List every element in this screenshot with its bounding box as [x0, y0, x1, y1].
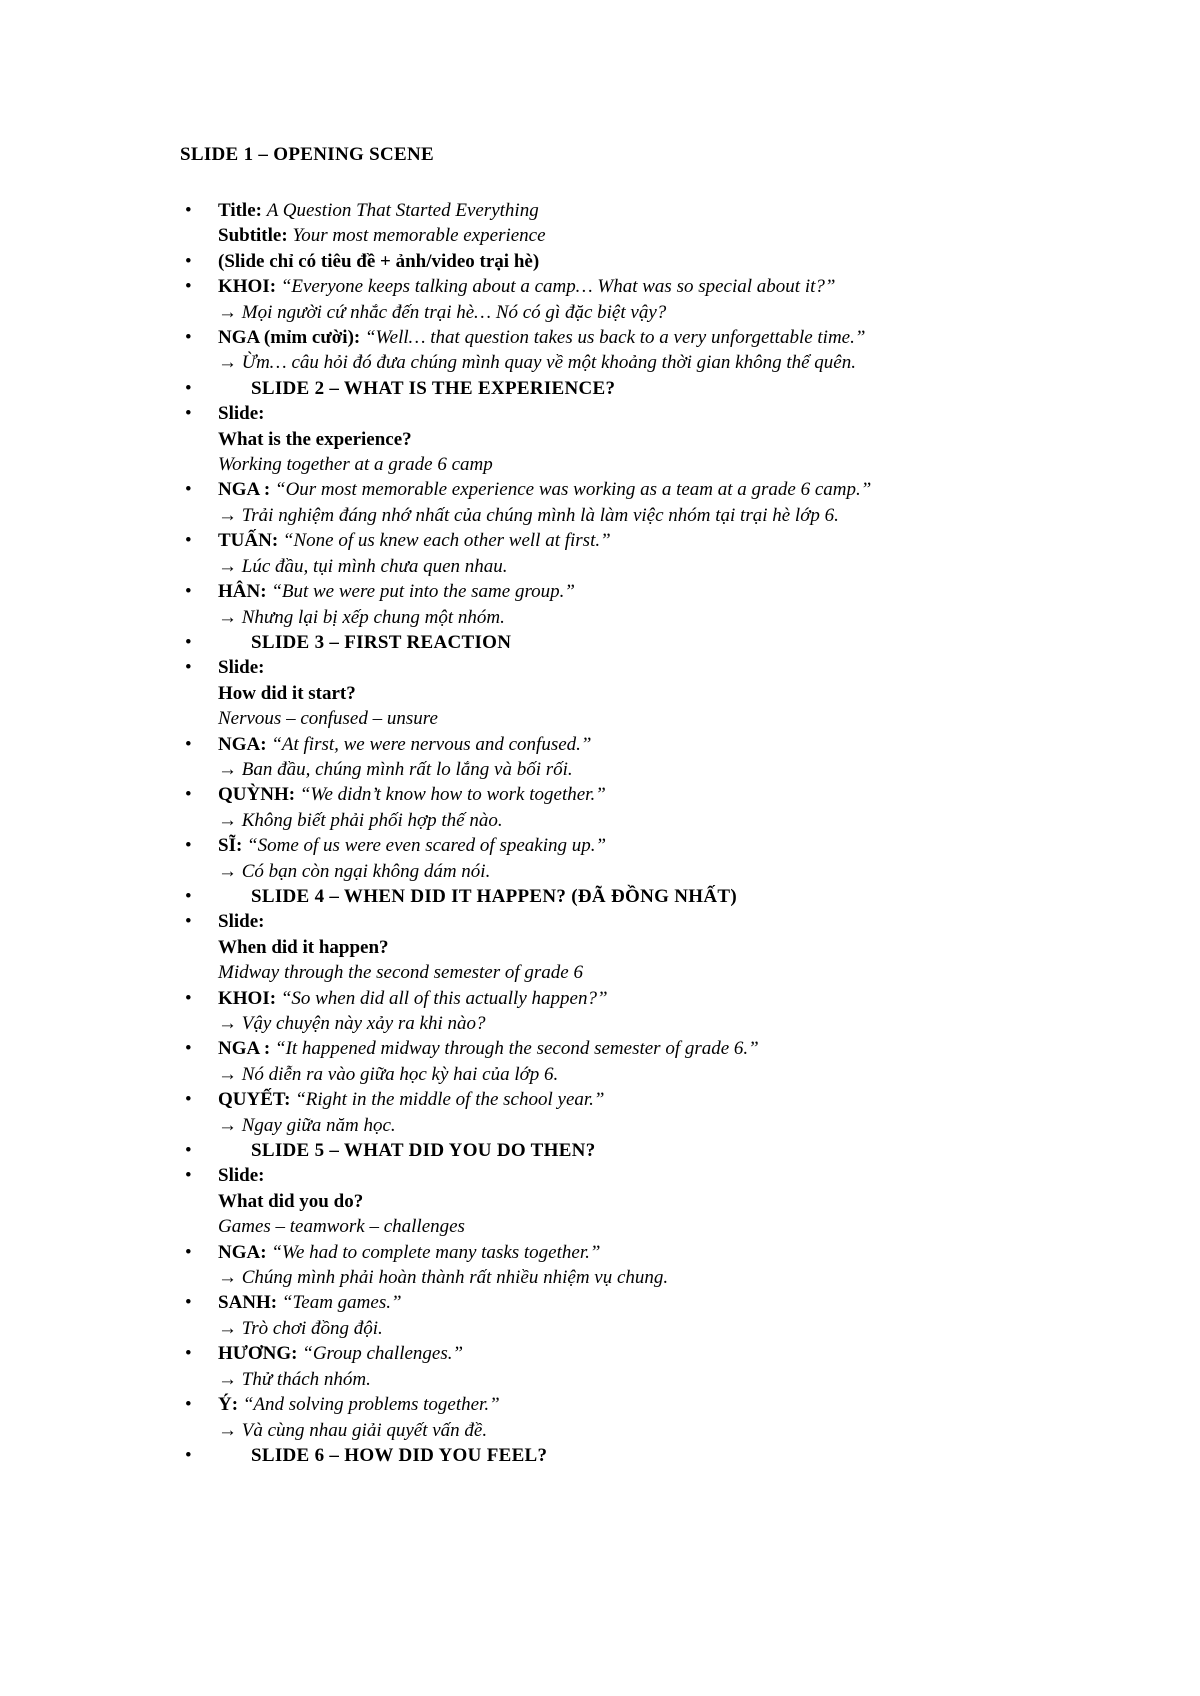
list-item — [180, 274, 1080, 325]
list-item — [180, 884, 1080, 909]
bullet-icon — [185, 833, 192, 858]
dialogue-line: “Team games.” — [281, 1292, 402, 1314]
speaker: TUẤN: — [218, 530, 279, 552]
translation: → Ngay giữa năm học. — [218, 1114, 396, 1136]
list-item — [180, 986, 1080, 1037]
dialogue-line: “Our most memorable experience was working as a team at a grade 6 camp.” — [275, 479, 872, 501]
list-item — [180, 630, 1080, 655]
list-item — [180, 1443, 1080, 1468]
speaker: NGA: — [218, 733, 267, 755]
bullet-icon — [185, 1290, 192, 1315]
subtitle-value: Your most memorable experience — [292, 225, 546, 247]
bullet-icon — [185, 1087, 192, 1112]
bullet-icon — [185, 528, 192, 553]
list-item — [180, 528, 1080, 579]
list-item — [180, 325, 1080, 376]
slide-answer: Games – teamwork – challenges — [218, 1216, 465, 1238]
dialogue-line: “So when did all of this actually happen?” — [280, 987, 608, 1009]
bullet-icon — [185, 630, 192, 655]
list-item — [180, 1138, 1080, 1163]
bullet-icon — [185, 1240, 192, 1265]
dialogue-line: “Right in the middle of the school year.” — [295, 1089, 605, 1111]
slide-note: (Slide chỉ có tiêu đề + ảnh/video trại hè) — [218, 250, 540, 272]
translation: → Trò chơi đồng đội. — [218, 1317, 383, 1339]
translation: → Chúng mình phải hoàn thành rất nhiều nhiệm vụ chung. — [218, 1267, 669, 1289]
bullet-icon — [185, 477, 192, 502]
translation: → Trải nghiệm đáng nhớ nhất của chúng mình là làm việc nhóm tại trại hè lớp 6. — [218, 504, 839, 526]
list-item — [180, 1290, 1080, 1341]
slide-heading: SLIDE 3 – FIRST REACTION — [251, 631, 512, 653]
slide-question: How did it start? — [218, 682, 356, 704]
translation: → Ừm… câu hỏi đó đưa chúng mình quay về một khoảng thời gian không thể quên. — [218, 352, 856, 374]
bullet-icon — [185, 401, 192, 426]
list-item — [180, 1392, 1080, 1443]
list-item — [180, 376, 1080, 401]
translation: → Lúc đầu, tụi mình chưa quen nhau. — [218, 555, 508, 577]
dialogue-line: “We didn’t know how to work together.” — [299, 784, 606, 806]
script-list — [180, 198, 1080, 1468]
translation: → Nó diễn ra vào giữa học kỳ hai của lớp 6. — [218, 1063, 559, 1085]
bullet-icon — [185, 782, 192, 807]
speaker: NGA : — [218, 1038, 271, 1060]
dialogue-line: “Well… that question takes us back to a very unforgettable time.” — [364, 327, 866, 349]
slide-question: When did it happen? — [218, 936, 389, 958]
speaker: QUYẾT: — [218, 1089, 291, 1111]
bullet-icon — [185, 655, 192, 680]
bullet-icon — [185, 198, 192, 223]
bullet-icon — [185, 1392, 192, 1417]
translation: → Nhưng lại bị xếp chung một nhóm. — [218, 606, 505, 628]
speaker: HÂN: — [218, 581, 267, 603]
speaker: SĨ: — [218, 835, 243, 857]
bullet-icon — [185, 579, 192, 604]
slide-heading: SLIDE 6 – HOW DID YOU FEEL? — [251, 1444, 548, 1466]
slide-answer: Midway through the second semester of grade 6 — [218, 962, 583, 984]
list-item — [180, 1341, 1080, 1392]
dialogue-line: “Everyone keeps talking about a camp… What was so special about it?” — [280, 276, 836, 298]
label: Subtitle: — [218, 225, 288, 247]
slide-heading: SLIDE 2 – WHAT IS THE EXPERIENCE? — [251, 377, 616, 399]
dialogue-line: “Some of us were even scared of speaking up.” — [247, 835, 607, 857]
translation: → Và cùng nhau giải quyết vấn đề. — [218, 1419, 488, 1441]
list-item — [180, 579, 1080, 630]
translation: → Thử thách nhóm. — [218, 1368, 371, 1390]
slide-label: Slide: — [218, 1165, 265, 1187]
speaker: NGA (mỉm cười): — [218, 327, 361, 349]
speaker: KHOI: — [218, 276, 277, 298]
slide-label: Slide: — [218, 911, 265, 933]
slide-answer: Nervous – confused – unsure — [218, 708, 438, 730]
list-item — [180, 782, 1080, 833]
bullet-icon — [185, 1163, 192, 1188]
list-item — [180, 909, 1080, 985]
list-item — [180, 732, 1080, 783]
list-item — [180, 477, 1080, 528]
list-item — [180, 249, 1080, 274]
dialogue-line: “Group challenges.” — [302, 1343, 464, 1365]
bullet-icon — [185, 1138, 192, 1163]
list-item — [180, 198, 1080, 249]
dialogue-line: “At first, we were nervous and confused.” — [271, 733, 592, 755]
bullet-icon — [185, 732, 192, 757]
slide-question: What is the experience? — [218, 428, 412, 450]
bullet-icon — [185, 884, 192, 909]
list-item — [180, 1240, 1080, 1291]
slide-heading: SLIDE 5 – WHAT DID YOU DO THEN? — [251, 1140, 596, 1162]
bullet-icon — [185, 1341, 192, 1366]
dialogue-line: “We had to complete many tasks together.” — [271, 1241, 601, 1263]
bullet-icon — [185, 376, 192, 401]
slide-heading: SLIDE 4 – WHEN DID IT HAPPEN? (ĐÃ ĐỒNG NHẤT) — [251, 885, 737, 907]
list-item — [180, 401, 1080, 477]
speaker: HƯƠNG: — [218, 1343, 298, 1365]
bullet-icon — [185, 325, 192, 350]
dialogue-line: “But we were put into the same group.” — [271, 581, 575, 603]
translation: → Có bạn còn ngại không dám nói. — [218, 860, 491, 882]
slide-label: Slide: — [218, 403, 265, 425]
speaker: Ý: — [218, 1394, 239, 1416]
bullet-icon — [185, 274, 192, 299]
translation: → Không biết phải phối hợp thế nào. — [218, 809, 503, 831]
speaker: NGA: — [218, 1241, 267, 1263]
bullet-icon — [185, 249, 192, 274]
bullet-icon — [185, 986, 192, 1011]
bullet-icon — [185, 1443, 192, 1468]
list-item — [180, 655, 1080, 731]
speaker: QUỲNH: — [218, 784, 296, 806]
speaker: KHOI: — [218, 987, 277, 1009]
slide-question: What did you do? — [218, 1190, 364, 1212]
dialogue-line: “It happened midway through the second semester of grade 6.” — [275, 1038, 759, 1060]
dialogue-line: “And solving problems together.” — [242, 1394, 500, 1416]
list-item — [180, 1036, 1080, 1087]
list-item — [180, 1163, 1080, 1239]
bullet-icon — [185, 909, 192, 934]
translation: → Vậy chuyện này xảy ra khi nào? — [218, 1013, 486, 1034]
translation: → Ban đầu, chúng mình rất lo lắng và bối rối. — [218, 758, 573, 780]
list-item — [180, 1087, 1080, 1138]
translation: → Mọi người cứ nhắc đến trại hè… Nó có gì đặc biệt vậy? — [218, 301, 667, 323]
list-item — [180, 833, 1080, 884]
label: Title: — [218, 200, 262, 221]
bullet-icon — [185, 1036, 192, 1061]
slide-answer: Working together at a grade 6 camp — [218, 454, 493, 476]
speaker: SANH: — [218, 1292, 278, 1314]
speaker: NGA : — [218, 479, 271, 501]
title-value: A Question That Started Everything — [266, 200, 539, 221]
section-heading: SLIDE 1 – OPENING SCENE — [180, 144, 434, 165]
slide-label: Slide: — [218, 657, 265, 679]
dialogue-line: “None of us knew each other well at first.” — [282, 530, 611, 552]
